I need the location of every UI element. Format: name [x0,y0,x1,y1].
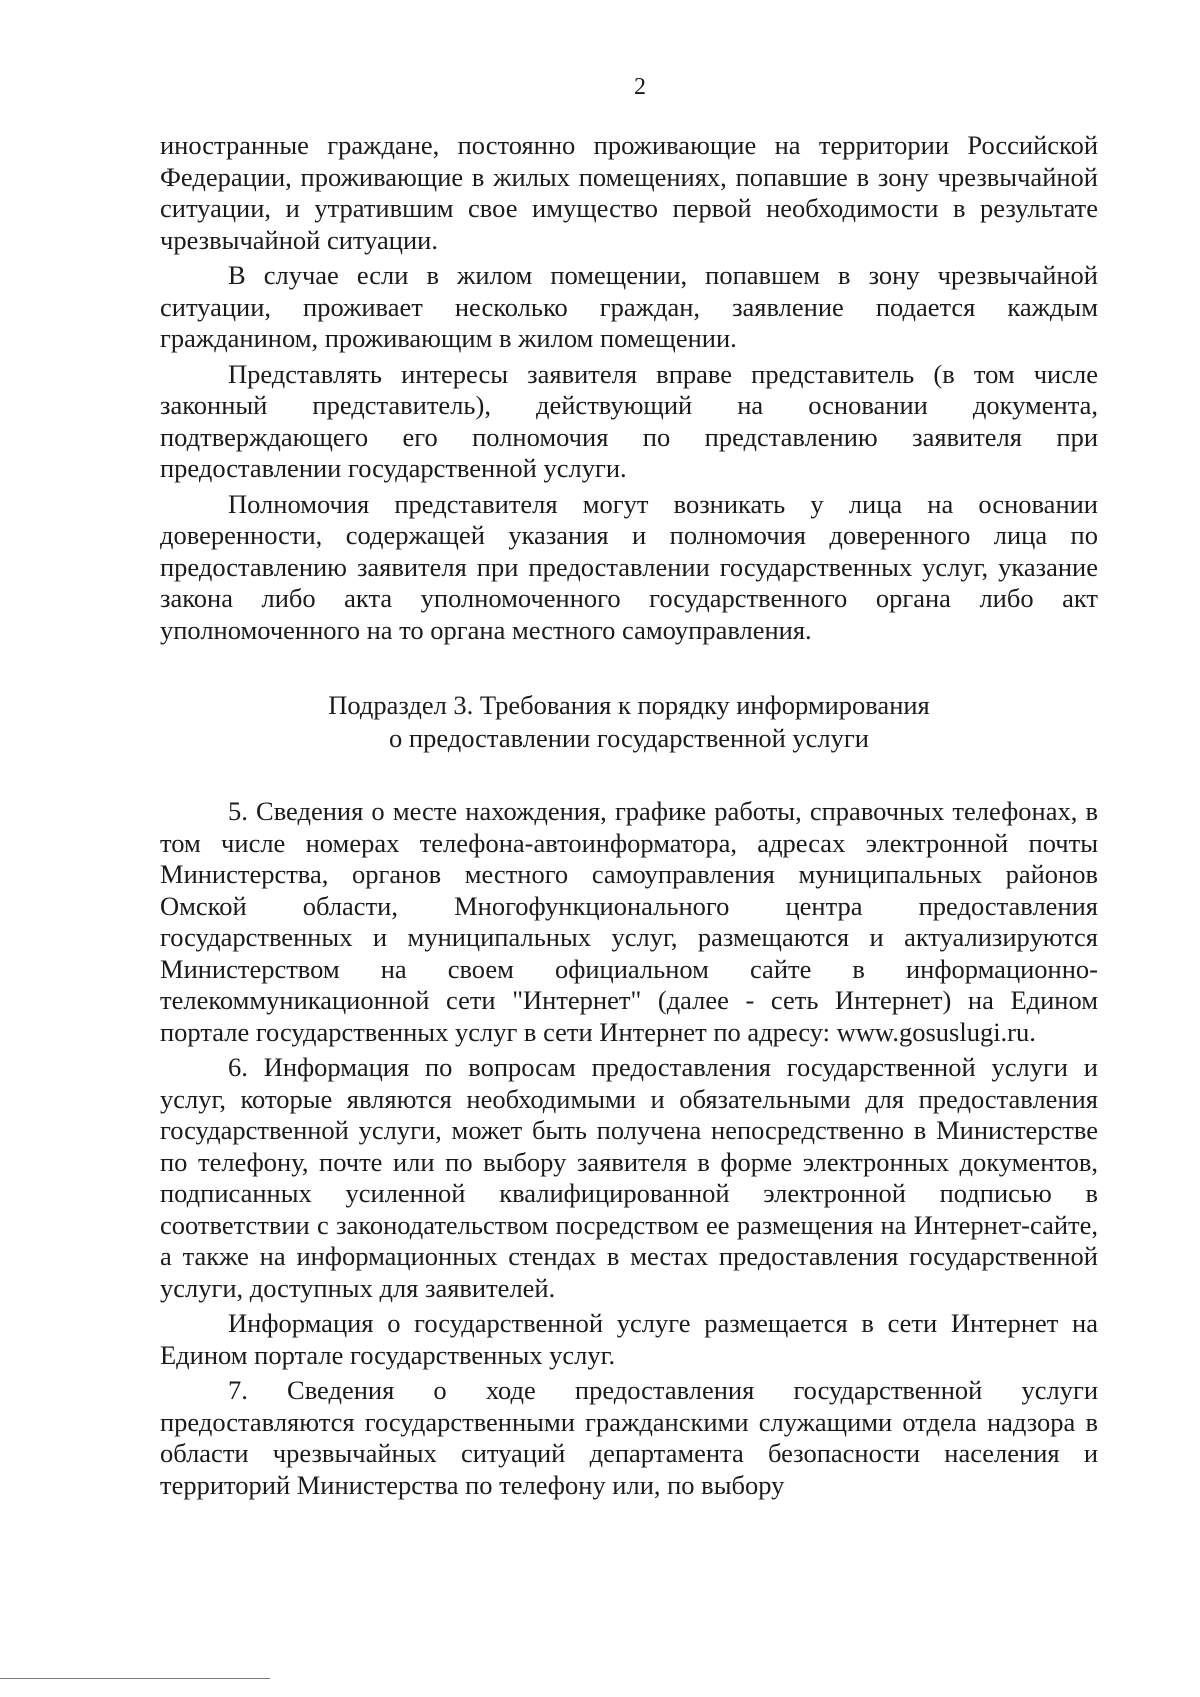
section-heading-line: Подраздел 3. Требования к порядку информирования [328,690,930,720]
document-body [160,130,1098,1505]
paragraph-item-7: 7. Сведения о ходе предоставления государственной услуги предоставляются государственными гражданскими служащими отдела надзора в области чрезвычайных ситуаций департамента безопасности населения и территорий Министерства по телефону или, по выбору [160,1375,1098,1500]
paragraph-item-6: 6. Информация по вопросам предоставления государственной услуги и услуг, которые являются необходимыми и обязательными для предоставления государственной услуги, может быть получена непосредственно в Министерстве по телефону, почте или по выбору заявителя в форме электронных документов, подписанных усиленной квалифицированной электронной подписью в соответствии с законодательством посредством ее размещения на Интернет-сайте, а также на информационных стендах в местах предоставления государственной услуги, доступных для заявителей. [160,1052,1098,1303]
paragraph: Представлять интересы заявителя вправе представитель (в том числе законный представитель), действующий на основании документа, подтверждающего его полномочия по представлению заявителя при предоставлении государственной услуги. [160,358,1098,483]
paragraph: В случае если в жилом помещении, попавшем в зону чрезвычайной ситуации, проживает несколько граждан, заявление подается каждым гражданином, проживающим в жилом помещении. [160,260,1098,353]
section-heading-line: о предоставлении государственной услуги [389,723,869,753]
paragraph: иностранные граждане, постоянно проживающие на территории Российской Федерации, проживающие в жилых помещениях, попавшие в зону чрезвычайной ситуации, и утратившим свое имущество первой необходимости в результате чрезвычайной ситуации. [160,130,1098,255]
paragraph-item-5: 5. Сведения о месте нахождения, графике работы, справочных телефонах, в том числе номерах телефона-автоинформатора, адресах электронной почты Министерства, органов местного самоуправления муниципальных районов Омской области, Многофункционального центра предоставления государственных и муниципальных услуг, размещаются и актуализируются Министерством на своем официальном сайте в информационно-телекоммуникационной сети "Интернет" (далее - сеть Интернет) на Едином портале государственных услуг в сети Интернет по адресу: www.gosuslugi.ru. [160,796,1098,1047]
footer-rule [0,1678,270,1679]
paragraph: Полномочия представителя могут возникать у лица на основании доверенности, содержащей указания и полномочия доверенного лица по предоставлению заявителя при предоставлении государственных услуг, указание закона либо акта уполномоченного государственного органа либо акт уполномоченного на то органа местного самоуправления. [160,488,1098,645]
page-number: 2 [634,74,646,100]
paragraph: Информация о государственной услуге размещается в сети Интернет на Едином портале государственных услуг. [160,1308,1098,1370]
section-heading [160,689,1098,755]
